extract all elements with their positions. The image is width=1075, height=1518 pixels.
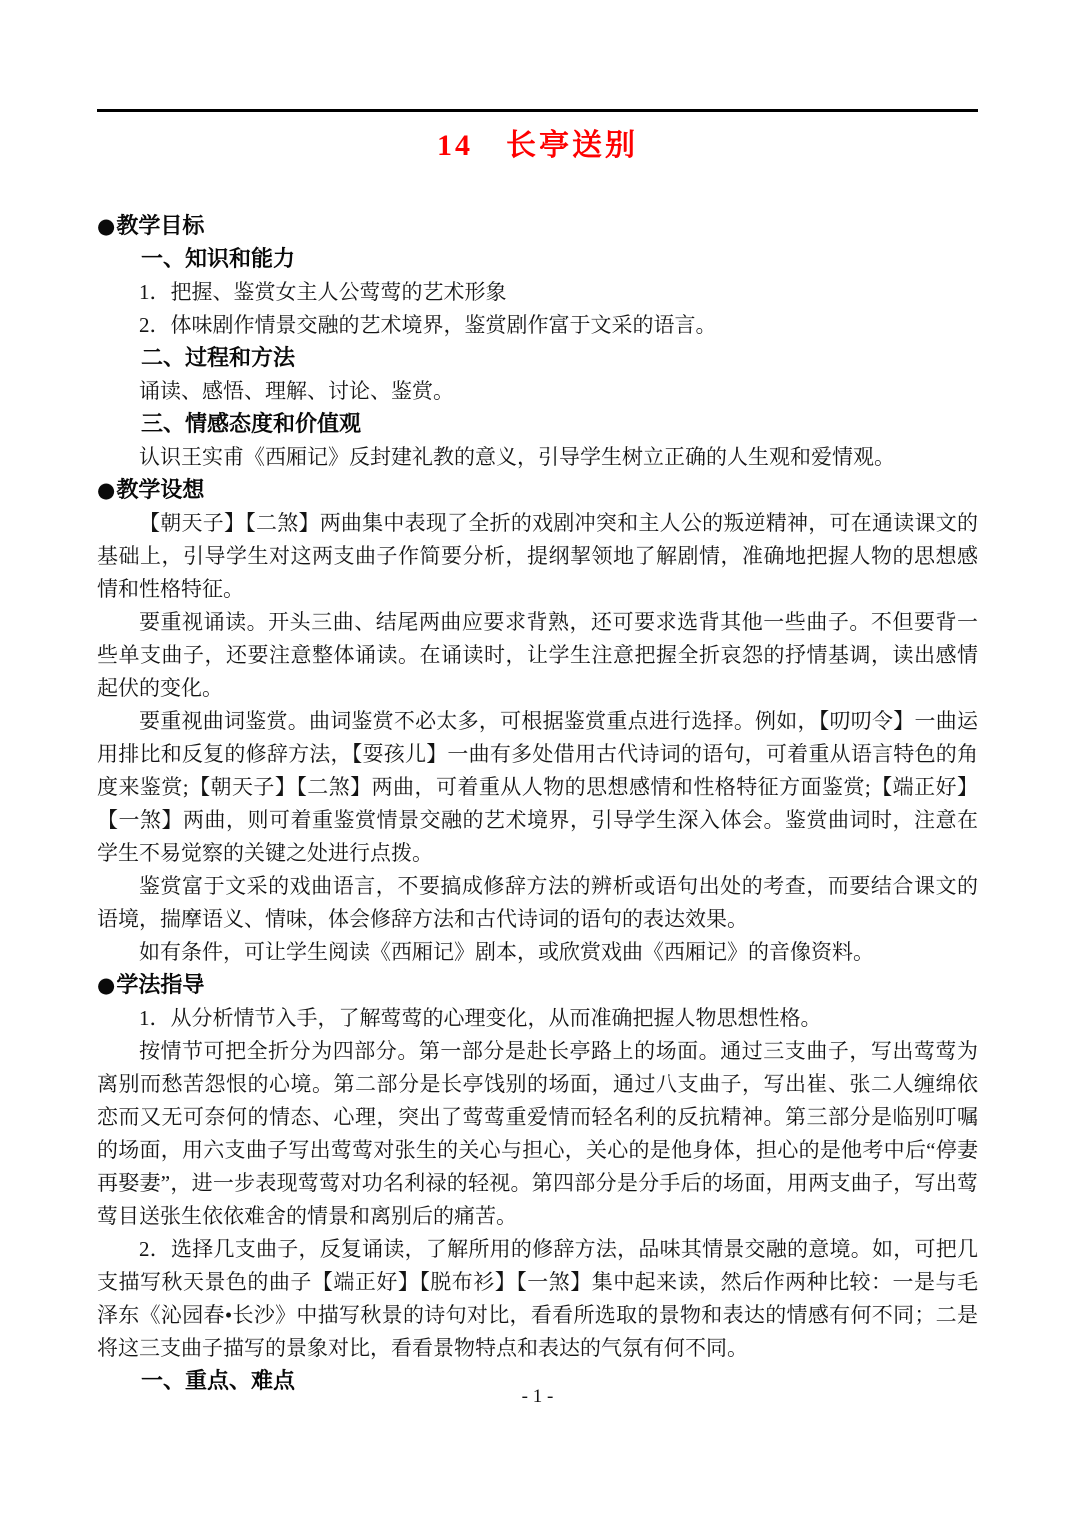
subheading-emotion-attitude-values: 三、情感态度和价值观 bbox=[141, 412, 362, 437]
page-number: - 1 - bbox=[521, 1386, 554, 1407]
paragraph-language-appreciation: 鉴赏富于文采的戏曲语言，不要搞成修辞方法的辨析或语句出处的考查，而要结合课文的语境，揣摩语义、情味，体会修辞方法和古代诗词的语句的表达效果。 bbox=[97, 874, 978, 931]
paragraph-plot-analysis-point: 1．从分析情节入手，了解莺莺的心理变化，从而准确把握人物思想性格。 bbox=[139, 1006, 822, 1030]
paragraph-comparison-reading: 2．选择几支曲子，反复诵读，了解所用的修辞方法，品味其情景交融的意境。如，可把几支描写秋天景色的曲子【端正好】【脱布衫】【一煞】集中起来读，然后作两种比较：一是与毛泽东《沁园春•长沙》中描写秋景的诗句对比，看看所选取的景物和表达的情感有何不同；二是将这三支曲子描写的景象对比，看看景物特点和表达的气氛有何不同。 bbox=[97, 1237, 978, 1360]
paragraph-values-goal: 认识王实甫《西厢记》反封建礼教的意义，引导学生树立正确的人生观和爱情观。 bbox=[139, 445, 895, 469]
list-item-grasp-yingying-image: 1．把握、鉴赏女主人公莺莺的艺术形象 bbox=[139, 280, 507, 304]
section-heading-label: 教学设想 bbox=[116, 478, 205, 503]
paragraph-emphasize-recitation: 要重视诵读。开头三曲、结尾两曲应要求背熟，还可要求选背其他一些曲子。不但要背一些单支曲子，还要注意整体诵读。在诵读时，让学生注意把握全折哀怨的抒情基调，读出感情起伏的变化。 bbox=[97, 610, 978, 700]
subheading-knowledge-and-ability: 一、知识和能力 bbox=[141, 247, 296, 272]
bullet-icon: ● bbox=[97, 973, 116, 997]
paragraph-emphasize-lyric-appreciation: 要重视曲词鉴赏。曲词鉴赏不必太多，可根据鉴赏重点进行选择。例如，【叨叨令】一曲运用排比和反复的修辞方法，【耍孩儿】一曲有多处借用古代诗词的语句，可着重从语言特色的角度来鉴赏;【朝天子】【二煞】两曲，可着重从人物的思想感情和性格特征方面鉴赏;【端正好】【一煞】两曲，则可着重鉴赏情景交融的艺术境界，引导学生深入体会。鉴赏曲词时，注意在学生不易觉察的关键之处进行点拨。 bbox=[97, 709, 978, 865]
horizontal-rule bbox=[97, 109, 978, 112]
list-item-appreciate-artistic-realm: 2．体味剧作情景交融的艺术境界，鉴赏剧作富于文采的语言。 bbox=[139, 313, 717, 337]
paragraph-two-arias-analysis: 【朝天子】【二煞】两曲集中表现了全折的戏剧冲突和主人公的叛逆精神，可在通读课文的基础上，引导学生对这两支曲子作简要分析，提纲挈领地了解剧情，准确地把握人物的思想感情和性格特征。 bbox=[97, 511, 978, 601]
subheading-key-and-difficult-points: 一、重点、难点 bbox=[141, 1369, 296, 1394]
document-title: 14 长亭送别 bbox=[437, 129, 638, 162]
paragraph-method-list: 诵读、感悟、理解、讨论、鉴赏。 bbox=[139, 379, 454, 403]
document-body bbox=[97, 210, 978, 1398]
subheading-process-and-method: 二、过程和方法 bbox=[141, 346, 296, 371]
section-heading-label: 学法指导 bbox=[116, 973, 205, 998]
bullet-icon: ● bbox=[97, 478, 116, 502]
section-heading-study-guidance bbox=[97, 969, 978, 1002]
bullet-icon: ● bbox=[97, 214, 116, 238]
section-heading-label: 教学目标 bbox=[116, 214, 205, 239]
paragraph-four-parts-of-act: 按情节可把全折分为四部分。第一部分是赴长亭路上的场面。通过三支曲子，写出莺莺为离别而愁苦怨恨的心境。第二部分是长亭饯别的场面，通过八支曲子，写出崔、张二人缠绵依恋而又无可奈何的情态、心理，突出了莺莺重爱情而轻名利的反抗精神。第三部分是临别叮嘱的场面，用六支曲子写出莺莺对张生的关心与担心，关心的是他身体，担心的是他考中后“停妻再娶妻”，进一步表现莺莺对功名利禄的轻视。第四部分是分手后的场面，用两支曲子，写出莺莺目送张生依依难舍的情景和离别后的痛苦。 bbox=[97, 1039, 978, 1228]
section-heading-teaching-objectives bbox=[97, 210, 978, 243]
paragraph-optional-resources: 如有条件，可让学生阅读《西厢记》剧本，或欣赏戏曲《西厢记》的音像资料。 bbox=[139, 940, 874, 964]
section-heading-teaching-ideas bbox=[97, 474, 978, 507]
